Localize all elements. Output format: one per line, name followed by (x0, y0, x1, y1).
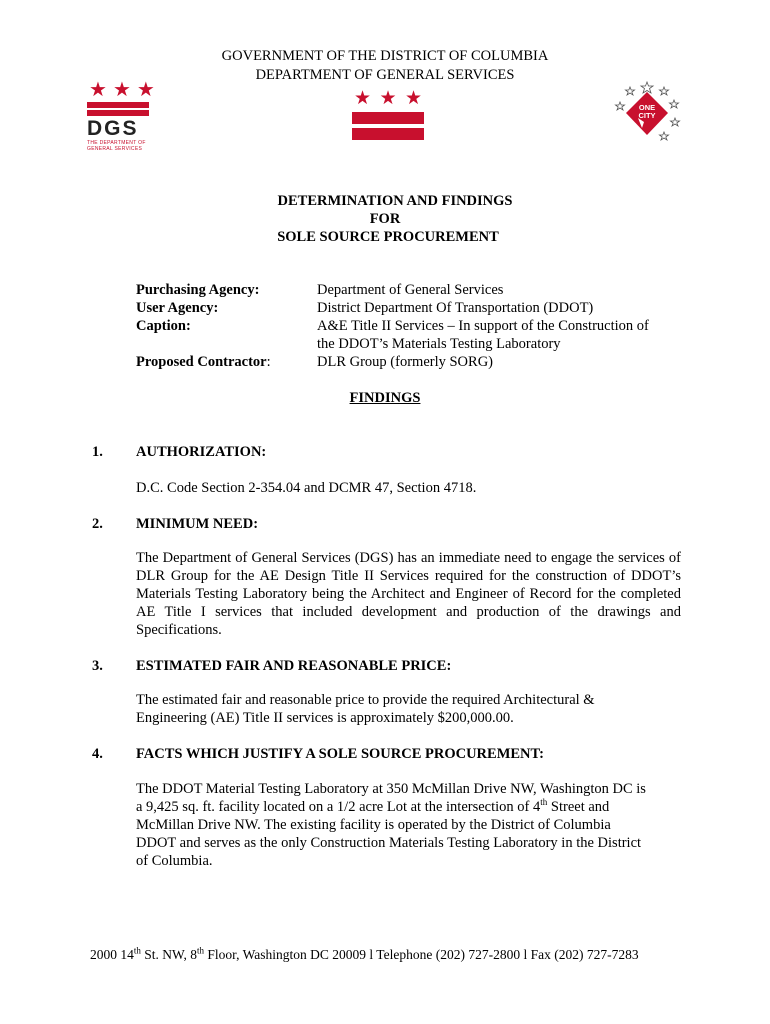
document-title: DETERMINATION AND FINDINGS (277, 193, 513, 209)
section-text: a 9,425 sq. ft. facility located on a 1/2 acre Lot at the intersection of 4th Street and (136, 797, 610, 815)
section-heading: MINIMUM NEED: (136, 516, 259, 532)
dgs-wordmark: DGS (87, 117, 139, 140)
section-text: D.C. Code Section 2-354.04 and DCMR 47, Section 4718. (136, 480, 477, 496)
proposed-contractor-label: Proposed Contractor: (136, 354, 271, 370)
user-agency-value: District Department Of Transportation (DDOT) (317, 300, 594, 316)
department-header: DEPARTMENT OF GENERAL SERVICES (255, 67, 515, 83)
proposed-contractor-value: DLR Group (formerly SORG) (317, 354, 493, 370)
dgs-logo (87, 80, 155, 150)
seal-text: CITY (638, 111, 656, 120)
caption-value: the DDOT’s Materials Testing Laboratory (317, 336, 561, 352)
section-number: 1. (92, 444, 103, 460)
section-heading: AUTHORIZATION: (136, 444, 267, 460)
section-heading: ESTIMATED FAIR AND REASONABLE PRICE: (136, 658, 452, 674)
section-number: 2. (92, 516, 103, 532)
document-title: SOLE SOURCE PROCUREMENT (277, 229, 499, 245)
user-agency-label: User Agency: (136, 300, 219, 316)
section-text: The estimated fair and reasonable price to provide the required Architectural & (136, 692, 595, 708)
seal-text: ONE (638, 103, 656, 112)
document-title: FOR (369, 211, 401, 227)
caption-label: Caption: (136, 318, 191, 334)
section-number: 3. (92, 658, 103, 674)
purchasing-agency-value: Department of General Services (317, 282, 504, 298)
section-text: DDOT and serves as the only Construction Materials Testing Laboratory in the District (136, 835, 642, 851)
dc-flag-icon: ★ ★ ★ (352, 90, 424, 144)
purchasing-agency-label: Purchasing Agency: (136, 282, 260, 298)
section-text: McMillan Drive NW. The existing facility is operated by the District of Columbia (136, 817, 611, 833)
section-heading: FACTS WHICH JUSTIFY A SOLE SOURCE PROCUREMENT: (136, 746, 544, 762)
dgs-bar (87, 110, 149, 116)
section-text: of Columbia. (136, 853, 213, 869)
dgs-subtitle: THE DEPARTMENT OF (87, 140, 146, 146)
section-text: Engineering (AE) Title II services is approximately $200,000.00. (136, 710, 514, 726)
government-header: GOVERNMENT OF THE DISTRICT OF COLUMBIA (221, 48, 549, 64)
dgs-bar (87, 102, 149, 108)
section-text: The DDOT Material Testing Laboratory at 350 McMillan Drive NW, Washington DC is (136, 781, 646, 797)
section-number: 4. (92, 746, 103, 762)
footer-address: 2000 14th St. NW, 8th Floor, Washington DC 20009 l Telephone (202) 727-2800 l Fax (202) 727-7283 (90, 945, 639, 962)
caption-value: A&E Title II Services – In support of the Construction of (317, 318, 649, 334)
one-city-seal-icon (612, 80, 682, 146)
findings-heading: FINDINGS (349, 390, 421, 406)
dgs-subtitle: GENERAL SERVICES (87, 146, 143, 152)
section-text: The Department of General Services (DGS) has an immediate need to engage the services of DLR Group for the AE Design Title II Services required for the construction of DDOT’s Materials Testing Laboratory being the Architect and Engineer of Record for the completed AE Title I services that included development and production of the drawings and Specifications. (136, 550, 681, 638)
dgs-stars-icon: ★ ★ ★ (89, 79, 155, 101)
